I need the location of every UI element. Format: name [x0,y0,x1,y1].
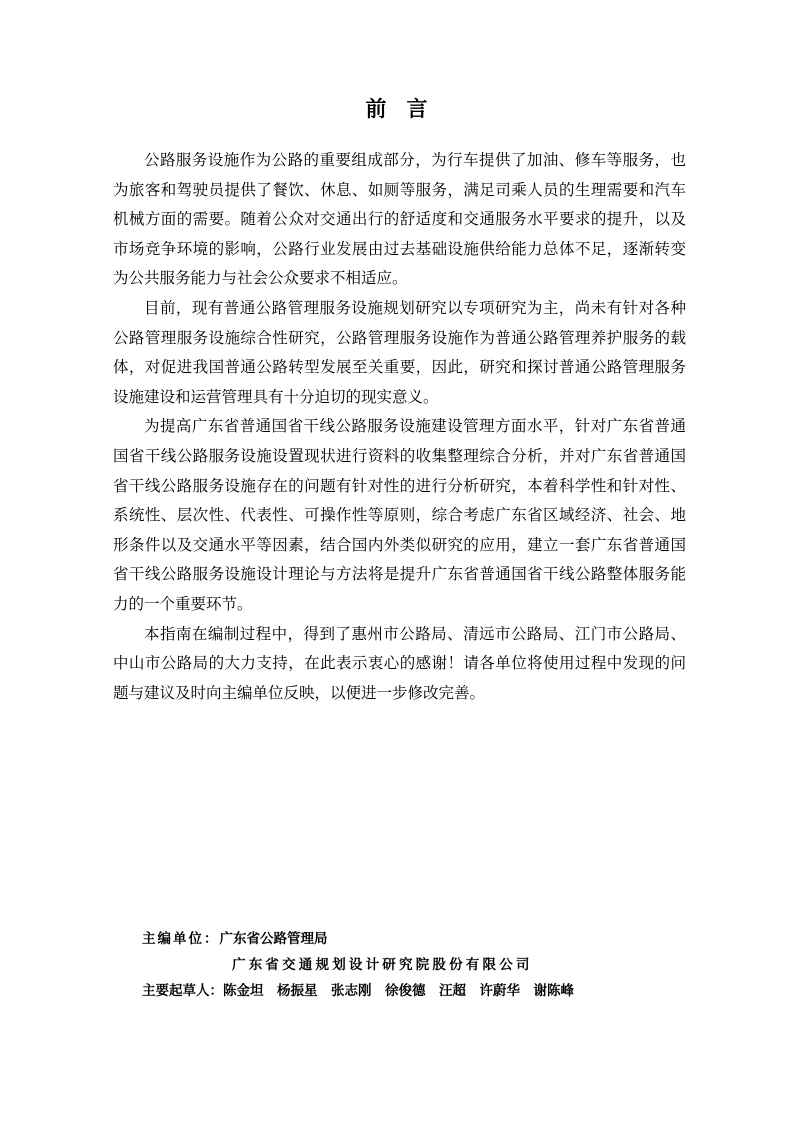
preface-body [113,146,686,708]
drafters-line [142,978,702,1004]
credits-block [142,926,702,1004]
paragraph-2: 目前，现有普通公路管理服务设施规划研究以专项研究为主，尚未有针对各种公路管理服务设施综合性研究，公路管理服务设施作为普通公路管理养护服务的载体，对促进我国普通公路转型发展至关重要，因此，研究和探讨普通公路管理服务设施建设和运营管理具有十分迫切的现实意义。 [113,298,686,406]
drafters-label: 主要起草人： [142,983,223,999]
editor-org-primary: 广东省公路管理局 [219,931,328,947]
paragraph-4: 本指南在编制过程中，得到了惠州市公路局、清远市公路局、江门市公路局、中山市公路局的大力支持，在此表示衷心的感谢！请各单位将使用过程中发现的问题与建议及时向主编单位反映，以便进一步修改完善。 [113,624,686,702]
paragraph-1: 公路服务设施作为公路的重要组成部分，为行车提供了加油、修车等服务，也为旅客和驾驶员提供了餐饮、休息、如厕等服务，满足司乘人员的生理需要和汽车机械方面的需要。随着公众对交通出行的舒适度和交通服务水平要求的提升，以及市场竞争环境的影响，公路行业发展由过去基础设施供给能力总体不足，逐渐转变为公共服务能力与社会公众要求不相适应。 [113,151,686,288]
editor-line [142,926,702,952]
editor-label: 主编单位： [142,931,220,947]
editor-org-secondary: 广东省交通规划设计研究院股份有限公司 [232,957,533,973]
page-title: 前言 [365,97,448,121]
drafters-names: 陈金坦 杨振星 张志刚 徐俊德 汪超 许蔚华 谢陈峰 [223,983,574,999]
paragraph-3: 为提高广东省普通国省干线公路服务设施建设管理方面水平，针对广东省普通国省干线公路服务设施设置现状进行资料的收集整理综合分析，并对广东省普通国省干线公路服务设施存在的问题有针对性的进行分析研究，本着科学性和针对性、系统性、层次性、代表性、可操作性等原则，综合考虑广东省区域经济、社会、地形条件以及交通水平等因素，结合国内外类似研究的应用，建立一套广东省普通国省干线公路服务设施设计理论与方法将是提升广东省普通国省干线公路整体服务能力的一个重要环节。 [113,417,686,613]
